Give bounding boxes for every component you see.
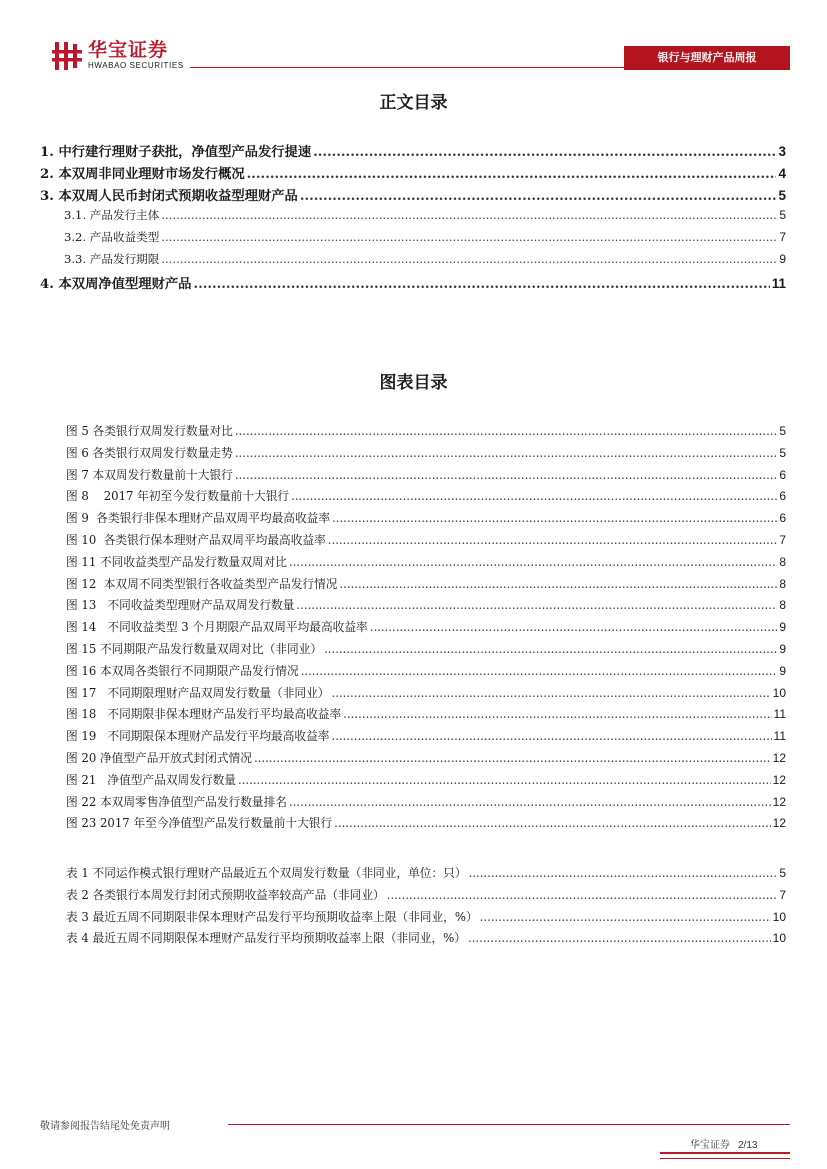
figures-list (66, 423, 786, 837)
figure-entry-label: 图 17 不同期限理财产品双周发行数量（非同业） (66, 685, 330, 700)
figure-entry[interactable] (66, 576, 786, 598)
toc-entry-label: 4. 本双周净值型理财产品 (40, 277, 192, 292)
table-entry-page: 7 (779, 887, 786, 902)
table-entry-page: 5 (779, 866, 786, 880)
dot-leader (161, 208, 777, 222)
dot-leader (161, 230, 777, 244)
report-type-badge: 银行与理财产品周报 (624, 46, 790, 70)
dot-leader (238, 773, 771, 787)
figure-entry-page: 8 (779, 598, 786, 613)
figure-entry-page: 12 (772, 816, 786, 831)
figure-entry-label: 图 14 不同收益类型 3 个月期限产品双周平均最高收益率 (66, 620, 368, 635)
dot-leader (480, 910, 771, 924)
footer-company: 华宝证券 (690, 1140, 730, 1151)
table-entry-page: 10 (772, 909, 786, 924)
figure-entry[interactable] (66, 597, 786, 619)
figure-entry[interactable] (66, 467, 786, 489)
figure-entry[interactable] (66, 445, 786, 467)
figure-entry-page: 11 (773, 729, 786, 744)
hwabao-logo-icon (52, 40, 84, 72)
figure-entry-page: 5 (779, 445, 786, 460)
toc-entry-label: 3. 本双周人民币封闭式预期收益型理财产品 (40, 189, 298, 204)
figure-entry-label: 图 15 不同期限产品发行数量双周对比（非同业） (66, 641, 323, 656)
figure-entry-label: 图 23 2017 年至今净值型产品发行数量前十大银行 (66, 816, 333, 831)
figure-entry-page: 10 (772, 685, 786, 700)
figure-entry[interactable] (66, 772, 786, 794)
dot-leader (289, 555, 777, 569)
contents-title: 正文目录 (379, 93, 448, 113)
figure-entry-page: 9 (779, 620, 786, 635)
dot-leader (387, 888, 778, 902)
dot-leader (343, 707, 771, 721)
figure-entry-label: 图 22 本双周零售净值型产品发行数量排名 (66, 794, 287, 809)
toc-entry-label: 3.2. 产品收益类型 (64, 230, 160, 244)
footer-disclaimer: 敬请参阅报告结尾处免责声明 (40, 1121, 170, 1132)
footer-divider (228, 1124, 790, 1125)
figure-entry-label: 图 6 各类银行双周发行数量走势 (66, 445, 233, 460)
table-entry[interactable] (66, 865, 786, 887)
dot-leader (332, 511, 777, 525)
figure-entry-page: 6 (779, 467, 786, 482)
toc-entry-label: 3.1. 产品发行主体 (64, 208, 160, 222)
figure-entry-page: 12 (772, 772, 786, 787)
figure-entry-label: 图 19 不同期限保本理财产品发行平均最高收益率 (66, 729, 330, 744)
figure-entry[interactable] (66, 554, 786, 576)
table-entry[interactable] (66, 930, 786, 952)
dot-leader (468, 931, 771, 945)
figure-entry-label: 图 9 各类银行非保本理财产品双周平均最高收益率 (66, 511, 331, 526)
dot-leader (235, 468, 778, 482)
footer-decoration (660, 1152, 790, 1159)
toc-subentry[interactable] (40, 251, 786, 273)
header-divider (190, 67, 625, 68)
dot-leader (370, 620, 778, 634)
toc-entry-label: 2. 本双周非同业理财市场发行概况 (40, 167, 245, 182)
figure-entry-label: 图 5 各类银行双周发行数量对比 (66, 424, 233, 438)
tables-list (66, 865, 786, 952)
figure-entry-label: 图 20 净值型产品开放式封闭式情况 (66, 750, 252, 765)
figure-entry-label: 图 8 2017 年初至今发行数量前十大银行 (66, 489, 290, 504)
figure-entry-page: 8 (779, 554, 786, 569)
figure-entry[interactable] (66, 728, 786, 750)
figure-entry[interactable] (66, 510, 786, 532)
toc-subentry[interactable] (40, 229, 786, 251)
dot-leader (328, 533, 778, 547)
dot-leader (331, 729, 771, 743)
dot-leader (161, 252, 777, 266)
figure-entry[interactable] (66, 423, 786, 445)
figure-entry-label: 图 13 不同收益类型理财产品双周发行数量 (66, 598, 295, 613)
figure-entry[interactable] (66, 641, 786, 663)
figure-entry[interactable] (66, 685, 786, 707)
figure-entry-label: 图 18 不同期限非保本理财产品发行平均最高收益率 (66, 707, 342, 722)
figure-entry[interactable] (66, 794, 786, 816)
figure-entry-page: 6 (779, 489, 786, 504)
dot-leader (289, 795, 771, 809)
toc-subentry[interactable] (40, 207, 786, 229)
toc-entry[interactable] (40, 163, 786, 185)
contents-list (40, 141, 786, 295)
figure-entry[interactable] (66, 663, 786, 685)
figure-entry[interactable] (66, 706, 786, 728)
figures-title: 图表目录 (379, 373, 448, 393)
figure-entry[interactable] (66, 750, 786, 772)
toc-entry-page: 9 (779, 252, 786, 266)
dot-leader (254, 751, 771, 765)
figure-entry-label: 图 21 净值型产品双周发行数量 (66, 772, 236, 787)
table-entry-page: 10 (772, 931, 786, 946)
logo-chinese-name: 华宝证券 (88, 39, 169, 61)
figure-entry-label: 图 7 本双周发行数量前十大银行 (66, 467, 233, 482)
page-header (0, 0, 827, 80)
dot-leader (469, 866, 778, 880)
figure-entry[interactable] (66, 488, 786, 510)
table-entry[interactable] (66, 909, 786, 931)
dot-leader (193, 277, 769, 292)
figure-entry-page: 6 (779, 511, 786, 526)
figure-entry[interactable] (66, 815, 786, 837)
figure-entry-label: 图 12 本双周不同类型银行各收益类型产品发行情况 (66, 576, 338, 591)
table-entry-label: 表 3 最近五周不同期限非保本理财产品发行平均预期收益率上限（非同业，%） (66, 909, 478, 924)
figure-entry-page: 9 (779, 641, 786, 656)
dot-leader (247, 167, 777, 182)
dot-leader (313, 145, 776, 160)
figure-entry-page: 5 (779, 424, 786, 438)
toc-entry-page: 3 (778, 144, 786, 159)
figure-entry[interactable] (66, 619, 786, 641)
toc-entry[interactable] (40, 185, 786, 207)
figure-entry-page: 11 (773, 707, 786, 722)
dot-leader (301, 664, 778, 678)
dot-leader (291, 489, 777, 503)
dot-leader (300, 189, 777, 204)
dot-leader (339, 577, 777, 591)
dot-leader (324, 642, 777, 656)
figure-entry-label: 图 10 各类银行保本理财产品双周平均最高收益率 (66, 532, 326, 547)
toc-entry[interactable] (40, 273, 786, 295)
figure-entry[interactable] (66, 532, 786, 554)
toc-entry-label: 1. 中行建行理财子获批，净值型产品发行提速 (40, 145, 312, 160)
dot-leader (296, 598, 777, 612)
table-entry-label: 表 1 不同运作模式银行理财产品最近五个双周发行数量（非同业，单位：只） (66, 866, 467, 880)
toc-entry-page: 5 (778, 188, 786, 203)
figure-entry-page: 7 (779, 532, 786, 547)
toc-entry-page: 4 (778, 166, 786, 181)
figure-entry-page: 9 (779, 663, 786, 678)
dot-leader (334, 816, 771, 830)
figure-entry-label: 图 11 不同收益类型产品发行数量双周对比 (66, 554, 287, 569)
toc-entry-page: 11 (771, 276, 786, 291)
dot-leader (235, 446, 778, 460)
figure-entry-page: 12 (772, 750, 786, 765)
dot-leader (331, 686, 770, 700)
table-entry-label: 表 2 各类银行本周发行封闭式预期收益率较高产品（非同业） (66, 887, 385, 902)
table-entry[interactable] (66, 887, 786, 909)
toc-entry-page: 5 (779, 208, 786, 222)
figure-entry-page: 12 (772, 794, 786, 809)
figure-entry-page: 8 (779, 576, 786, 591)
footer-info (690, 1136, 757, 1151)
toc-entry-page: 7 (779, 230, 786, 244)
table-entry-label: 表 4 最近五周不同期限保本理财产品发行平均预期收益率上限（非同业，%） (66, 931, 466, 946)
toc-entry[interactable] (40, 141, 786, 163)
page-number: 2/13 (738, 1140, 758, 1151)
figure-entry-label: 图 16 本双周各类银行不同期限产品发行情况 (66, 663, 299, 678)
toc-entry-label: 3.3. 产品发行期限 (64, 252, 160, 266)
logo-english-name: HWABAO SECURITIES (88, 61, 184, 70)
dot-leader (235, 424, 778, 438)
